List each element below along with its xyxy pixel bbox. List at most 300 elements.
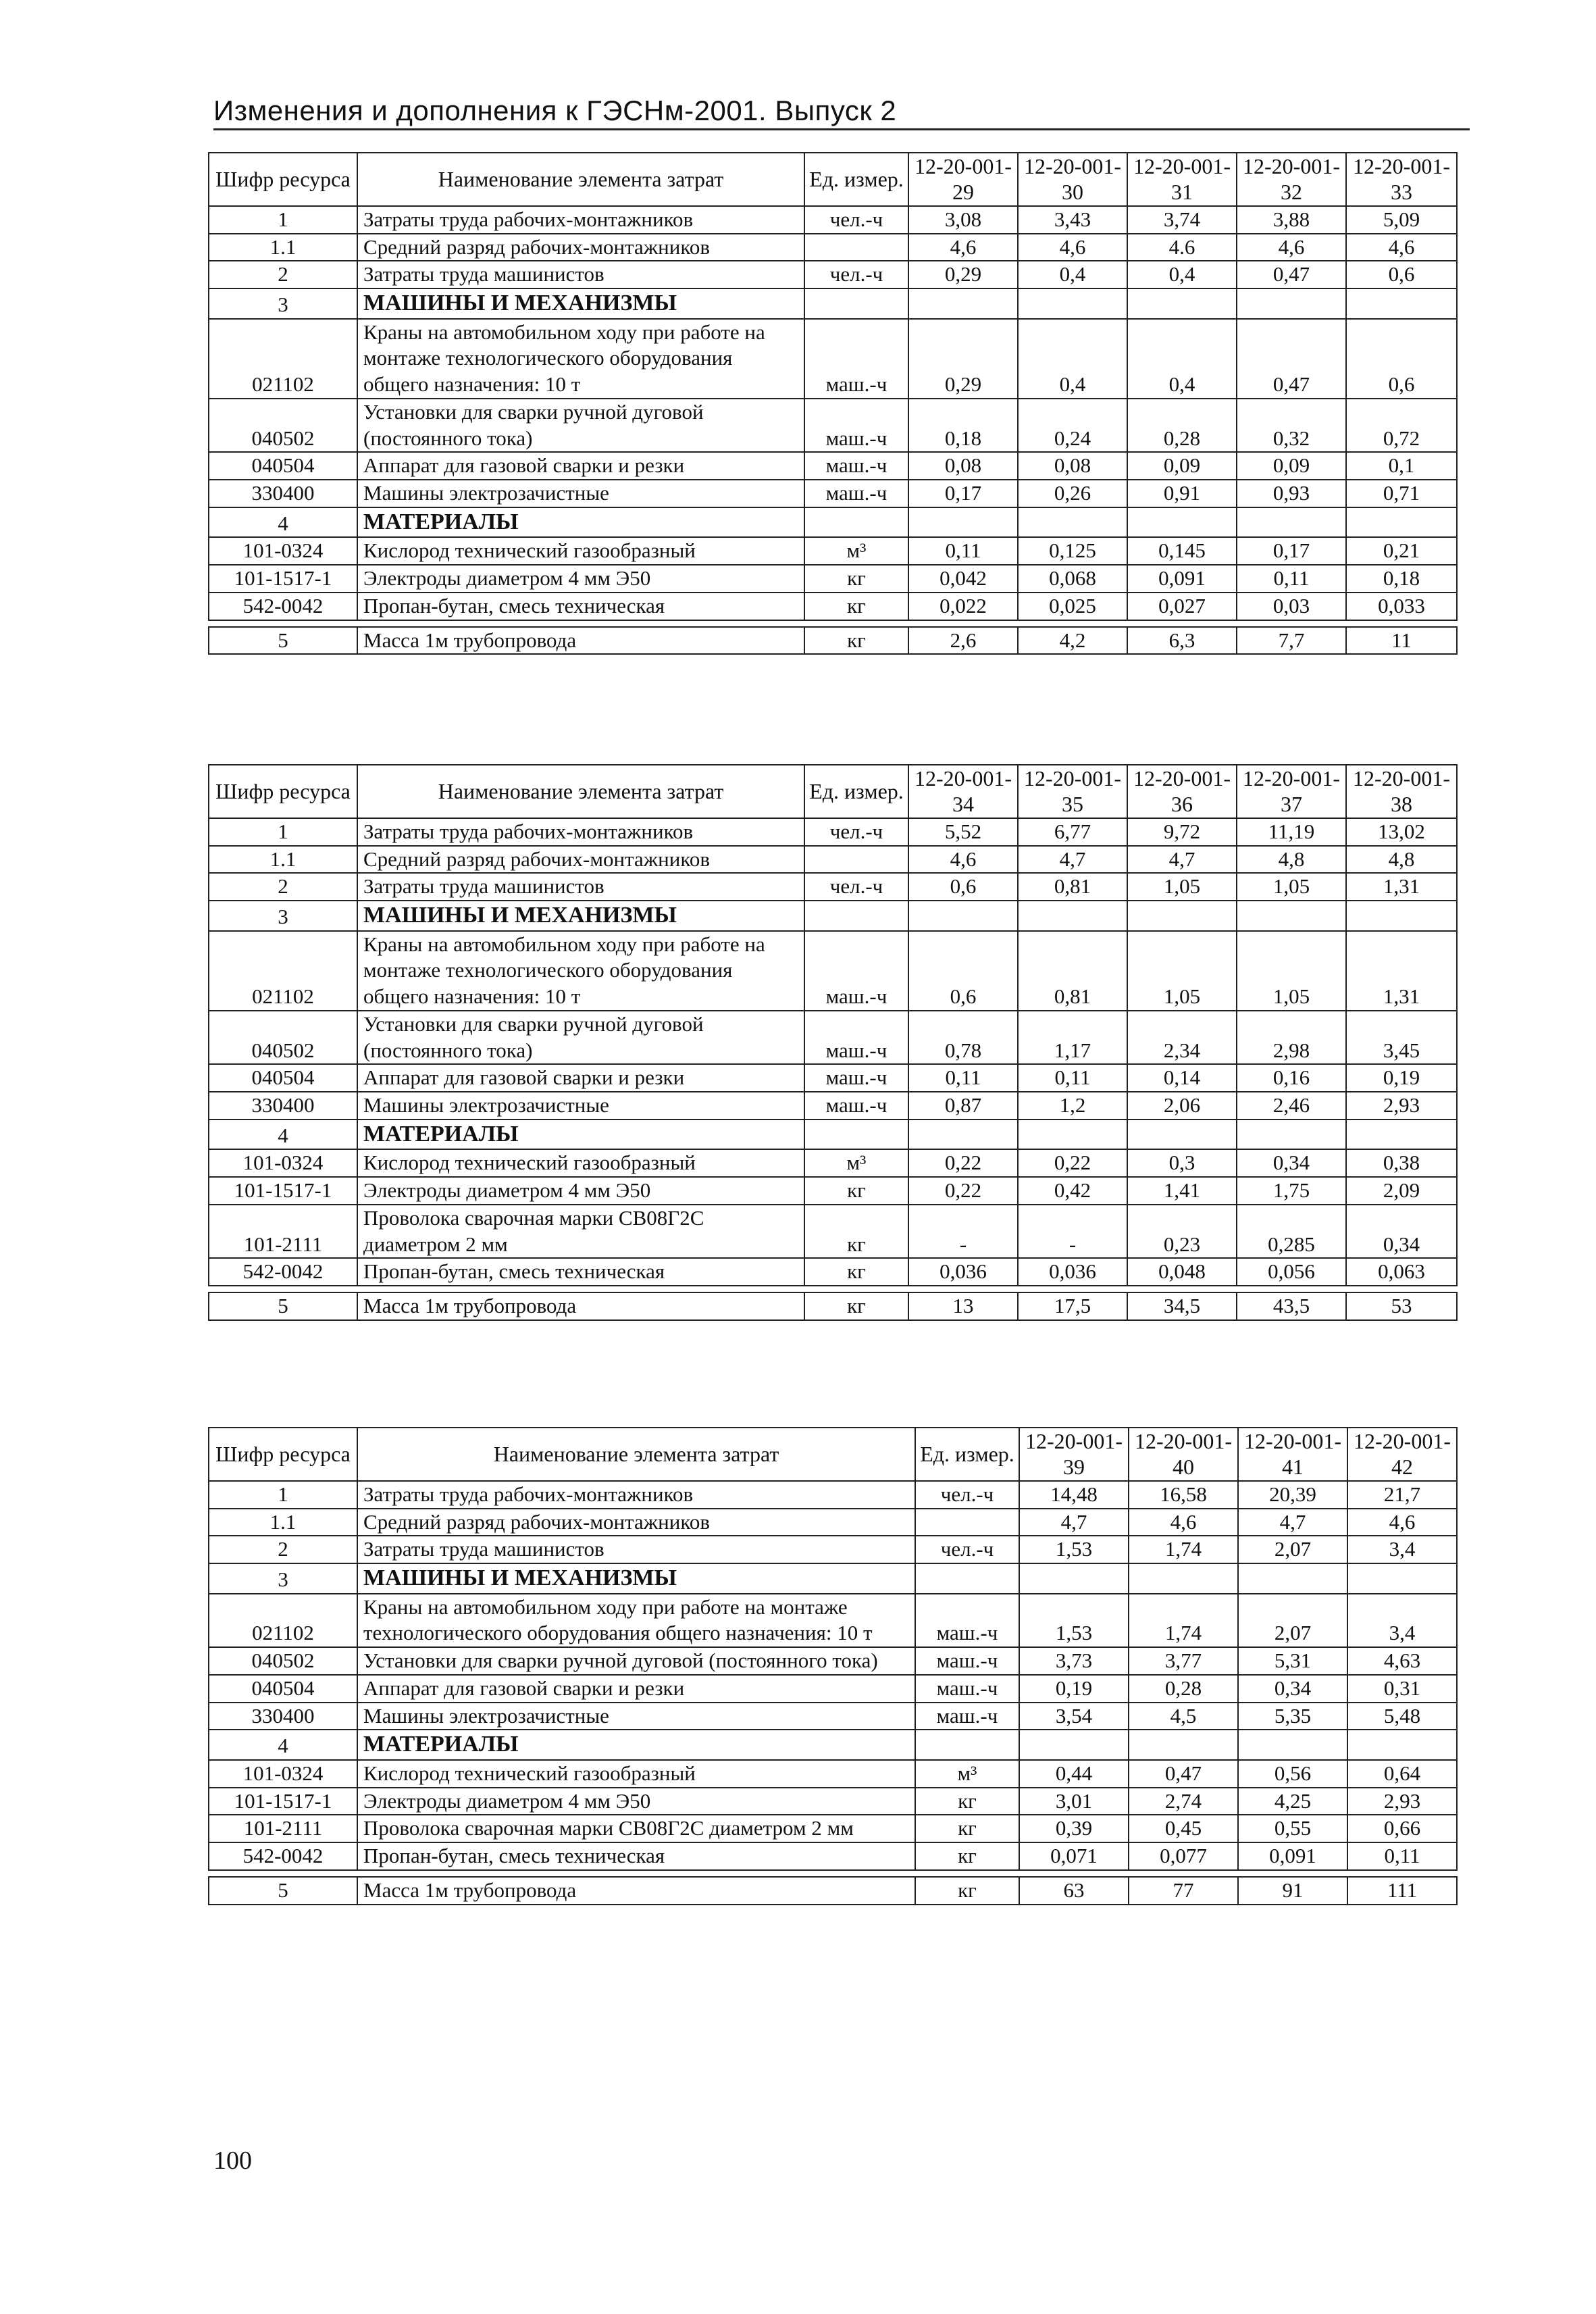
value-cell: - [908, 1205, 1018, 1259]
value-cell: - [1018, 1205, 1127, 1259]
value-cell [1238, 1730, 1347, 1760]
resource-code: 021102 [209, 931, 357, 1011]
unit-cell [915, 1563, 1019, 1594]
table-header-row [209, 1428, 1457, 1481]
cost-element-name: Машины электрозачистные [357, 480, 804, 507]
value-cell: 0,09 [1237, 452, 1346, 480]
table-row [209, 537, 1457, 565]
resource-code: 5 [209, 1877, 357, 1905]
page-title: Изменения и дополнения к ГЭСНм-2001. Выпуск 2 [213, 95, 897, 126]
value-cell: 43,5 [1237, 1292, 1346, 1320]
value-cell: 16,58 [1129, 1481, 1238, 1509]
cost-element-name: Масса 1м трубопровода [357, 627, 804, 655]
value-cell: 2,6 [908, 627, 1018, 655]
value-cell [1238, 1563, 1347, 1594]
value-cell: 0,16 [1237, 1064, 1346, 1092]
value-cell: 0,31 [1347, 1675, 1457, 1703]
value-cell: 1,05 [1127, 931, 1237, 1011]
table-row [209, 1149, 1457, 1177]
unit-cell: маш.-ч [804, 452, 908, 480]
cost-element-name: Пропан-бутан, смесь техническая [357, 593, 804, 620]
cost-element-name: Средний разряд рабочих-монтажников [357, 234, 804, 261]
section-row [209, 901, 1457, 931]
value-cell: 2,98 [1237, 1011, 1346, 1065]
resource-code: 2 [209, 1536, 357, 1563]
rate-code-header: 12-20-001-30 [1018, 153, 1127, 206]
value-cell [1018, 507, 1127, 538]
value-cell: 3,77 [1129, 1647, 1238, 1675]
value-cell: 2,93 [1347, 1788, 1457, 1815]
resource-code-header: Шифр ресурса [209, 153, 357, 206]
value-cell: 0,19 [1019, 1675, 1129, 1703]
value-cell: 4,8 [1346, 846, 1457, 874]
cost-element-name: Кислород технический газообразный [357, 1149, 804, 1177]
value-cell: 0,66 [1347, 1815, 1457, 1842]
table-row [209, 480, 1457, 507]
value-cell [1347, 1730, 1457, 1760]
resource-code: 101-1517-1 [209, 565, 357, 593]
table-row [209, 846, 1457, 874]
unit-cell: маш.-ч [804, 1011, 908, 1065]
value-cell: 0,4 [1018, 319, 1127, 399]
unit-cell: маш.-ч [804, 931, 908, 1011]
unit-cell: маш.-ч [804, 1064, 908, 1092]
resource-code: 101-0324 [209, 1760, 357, 1788]
value-cell [1237, 1120, 1346, 1150]
value-cell: 0,18 [1346, 565, 1457, 593]
value-cell: 5,09 [1346, 206, 1457, 234]
value-cell: 0,4 [1127, 261, 1237, 288]
value-cell: 3,43 [1018, 206, 1127, 234]
resource-code: 330400 [209, 1092, 357, 1120]
cost-element-name: Затраты труда машинистов [357, 1536, 915, 1563]
value-cell: 0,29 [908, 261, 1018, 288]
resource-code: 542-0042 [209, 1842, 357, 1870]
value-cell [1127, 1120, 1237, 1150]
value-cell: 0,6 [908, 873, 1018, 901]
unit-cell [804, 901, 908, 931]
resource-code: 040504 [209, 452, 357, 480]
unit-cell [804, 288, 908, 319]
table-row [209, 261, 1457, 288]
unit-cell: чел.-ч [915, 1481, 1019, 1509]
value-cell [1237, 288, 1346, 319]
value-cell: 0,11 [1018, 1064, 1127, 1092]
cost-element-header: Наименование элемента затрат [357, 1428, 915, 1481]
value-cell: 9,72 [1127, 818, 1237, 846]
value-cell: 7,7 [1237, 627, 1346, 655]
value-cell: 1,41 [1127, 1177, 1237, 1205]
value-cell [1018, 901, 1127, 931]
value-cell: 53 [1346, 1292, 1457, 1320]
value-cell: 0,34 [1238, 1675, 1347, 1703]
cost-element-header: Наименование элемента затрат [357, 153, 804, 206]
section-title: МАТЕРИАЛЫ [357, 1120, 804, 1150]
section-row [209, 1120, 1457, 1150]
cost-element-name: Кислород технический газообразный [357, 1760, 915, 1788]
cost-element-name: Пропан-бутан, смесь техническая [357, 1842, 915, 1870]
cost-element-name: Машины электрозачистные [357, 1703, 915, 1730]
resource-code: 101-1517-1 [209, 1788, 357, 1815]
value-cell: 0,068 [1018, 565, 1127, 593]
value-cell [908, 1120, 1018, 1150]
table-row [209, 399, 1457, 453]
value-cell: 0,145 [1127, 537, 1237, 565]
value-cell: 0,1 [1346, 452, 1457, 480]
value-cell: 0,025 [1018, 593, 1127, 620]
value-cell: 4,7 [1238, 1509, 1347, 1536]
value-cell: 0,18 [908, 399, 1018, 453]
cost-table-3 [208, 1427, 1458, 1905]
value-cell: 3,73 [1019, 1647, 1129, 1675]
table-row [209, 1092, 1457, 1120]
value-cell: 2,06 [1127, 1092, 1237, 1120]
rate-code-header: 12-20-001-33 [1346, 153, 1457, 206]
value-cell: 0,23 [1127, 1205, 1237, 1259]
value-cell: 0,036 [908, 1258, 1018, 1286]
value-cell: 1,53 [1019, 1536, 1129, 1563]
value-cell: 13 [908, 1292, 1018, 1320]
value-cell: 4,6 [1237, 234, 1346, 261]
value-cell: 0,22 [1018, 1149, 1127, 1177]
value-cell [1127, 901, 1237, 931]
value-cell: 11,19 [1237, 818, 1346, 846]
cost-element-name: Затраты труда машинистов [357, 261, 804, 288]
table-row [209, 234, 1457, 261]
value-cell [1018, 1120, 1127, 1150]
resource-code: 5 [209, 1292, 357, 1320]
separator-row [209, 1870, 1457, 1877]
value-cell: 91 [1238, 1877, 1347, 1905]
value-cell: 1,05 [1237, 931, 1346, 1011]
cost-element-name: Пропан-бутан, смесь техническая [357, 1258, 804, 1286]
unit-cell: маш.-ч [804, 480, 908, 507]
value-cell: 11 [1346, 627, 1457, 655]
resource-code: 3 [209, 1563, 357, 1594]
resource-code: 101-0324 [209, 537, 357, 565]
unit-cell: маш.-ч [804, 319, 908, 399]
value-cell: 1,31 [1346, 931, 1457, 1011]
value-cell: 4,2 [1018, 627, 1127, 655]
value-cell: 4,8 [1237, 846, 1346, 874]
resource-code: 2 [209, 261, 357, 288]
value-cell [908, 507, 1018, 538]
value-cell: 0,063 [1346, 1258, 1457, 1286]
resource-code: 101-2111 [209, 1205, 357, 1259]
value-cell: 2,74 [1129, 1788, 1238, 1815]
unit-cell: маш.-ч [915, 1647, 1019, 1675]
value-cell: 1,2 [1018, 1092, 1127, 1120]
cost-element-name: Краны на автомобильном ходу при работе на монтаже технологического оборудования общего назначения: 10 т [357, 319, 804, 399]
cost-element-name: Затраты труда рабочих-монтажников [357, 1481, 915, 1509]
value-cell [1237, 507, 1346, 538]
unit-cell: кг [804, 1258, 908, 1286]
resource-code: 040504 [209, 1675, 357, 1703]
value-cell: 0,55 [1238, 1815, 1347, 1842]
unit-cell: кг [804, 593, 908, 620]
value-cell: 0,34 [1237, 1149, 1346, 1177]
value-cell [1019, 1730, 1129, 1760]
cost-element-name: Масса 1м трубопровода [357, 1292, 804, 1320]
value-cell: 0,93 [1237, 480, 1346, 507]
table-row [209, 1258, 1457, 1286]
resource-code: 330400 [209, 1703, 357, 1730]
unit-cell: кг [804, 1177, 908, 1205]
resource-code: 4 [209, 507, 357, 538]
resource-code: 101-1517-1 [209, 1177, 357, 1205]
table-row [209, 1594, 1457, 1648]
value-cell: 17,5 [1018, 1292, 1127, 1320]
value-cell: 0,24 [1018, 399, 1127, 453]
unit-cell: кг [804, 627, 908, 655]
value-cell [1127, 507, 1237, 538]
unit-header: Ед. измер. [804, 153, 908, 206]
value-cell [1129, 1563, 1238, 1594]
resource-code: 4 [209, 1730, 357, 1760]
table-row [209, 1064, 1457, 1092]
cost-element-name: Проволока сварочная марки СВ08Г2С диаметром 2 мм [357, 1815, 915, 1842]
value-cell: 20,39 [1238, 1481, 1347, 1509]
cost-element-name: Средний разряд рабочих-монтажников [357, 846, 804, 874]
value-cell: 0,45 [1129, 1815, 1238, 1842]
value-cell: 0,6 [908, 931, 1018, 1011]
value-cell: 0,64 [1347, 1760, 1457, 1788]
unit-cell: кг [915, 1842, 1019, 1870]
separator-row [209, 1286, 1457, 1292]
section-title: МАТЕРИАЛЫ [357, 1730, 915, 1760]
value-cell: 3,08 [908, 206, 1018, 234]
value-cell: 0,6 [1346, 319, 1457, 399]
value-cell: 4,6 [1346, 234, 1457, 261]
value-cell: 0,38 [1346, 1149, 1457, 1177]
value-cell: 0,077 [1129, 1842, 1238, 1870]
unit-cell: чел.-ч [804, 873, 908, 901]
section-row [209, 1730, 1457, 1760]
resource-code: 1 [209, 1481, 357, 1509]
value-cell: 0,08 [908, 452, 1018, 480]
table-row [209, 1842, 1457, 1870]
value-cell: 3,4 [1347, 1594, 1457, 1648]
value-cell: 2,07 [1238, 1536, 1347, 1563]
section-title: МАШИНЫ И МЕХАНИЗМЫ [357, 288, 804, 319]
unit-cell: м³ [915, 1760, 1019, 1788]
unit-cell: м³ [804, 1149, 908, 1177]
cost-element-name: Установки для сварки ручной дуговой (постоянного тока) [357, 1011, 804, 1065]
value-cell: 0,3 [1127, 1149, 1237, 1177]
cost-element-name: Краны на автомобильном ходу при работе на монтаже технологического оборудования общего назначения: 10 т [357, 1594, 915, 1648]
page-header [213, 93, 1470, 130]
value-cell: 4,6 [908, 234, 1018, 261]
value-cell: 0,4 [1127, 319, 1237, 399]
value-cell: 0,87 [908, 1092, 1018, 1120]
rate-code-header: 12-20-001-40 [1129, 1428, 1238, 1481]
value-cell: 0,29 [908, 319, 1018, 399]
value-cell: 0,08 [1018, 452, 1127, 480]
unit-cell: кг [804, 1205, 908, 1259]
value-cell [1129, 1730, 1238, 1760]
value-cell: 5,52 [908, 818, 1018, 846]
value-cell: 0,027 [1127, 593, 1237, 620]
resource-code: 1.1 [209, 234, 357, 261]
rate-code-header: 12-20-001-34 [908, 765, 1018, 818]
resource-code: 3 [209, 288, 357, 319]
value-cell: 0,91 [1127, 480, 1237, 507]
value-cell: 1,75 [1237, 1177, 1346, 1205]
value-cell: 0,091 [1238, 1842, 1347, 1870]
resource-code: 101-2111 [209, 1815, 357, 1842]
table-row [209, 1815, 1457, 1842]
value-cell: 0,048 [1127, 1258, 1237, 1286]
value-cell: 111 [1347, 1877, 1457, 1905]
value-cell: 1,17 [1018, 1011, 1127, 1065]
cost-element-name: Затраты труда машинистов [357, 873, 804, 901]
rate-code-header: 12-20-001-32 [1237, 153, 1346, 206]
unit-header: Ед. измер. [804, 765, 908, 818]
table-row [209, 565, 1457, 593]
value-cell: 0,11 [1347, 1842, 1457, 1870]
value-cell: 21,7 [1347, 1481, 1457, 1509]
value-cell: 0,033 [1346, 593, 1457, 620]
unit-cell: маш.-ч [915, 1675, 1019, 1703]
value-cell: 34,5 [1127, 1292, 1237, 1320]
unit-cell [804, 1120, 908, 1150]
section-title: МАШИНЫ И МЕХАНИЗМЫ [357, 901, 804, 931]
value-cell: 0,56 [1238, 1760, 1347, 1788]
value-cell: 3,4 [1347, 1536, 1457, 1563]
value-cell: 1,74 [1129, 1536, 1238, 1563]
cost-element-header: Наименование элемента затрат [357, 765, 804, 818]
value-cell: 0,78 [908, 1011, 1018, 1065]
table-row [209, 1788, 1457, 1815]
resource-code: 1.1 [209, 1509, 357, 1536]
unit-cell: чел.-ч [804, 818, 908, 846]
unit-cell: кг [915, 1877, 1019, 1905]
value-cell: 1,74 [1129, 1594, 1238, 1648]
resource-code: 3 [209, 901, 357, 931]
mass-row [209, 1877, 1457, 1905]
value-cell: 0,47 [1237, 261, 1346, 288]
value-cell: 4.6 [1127, 234, 1237, 261]
rate-code-header: 12-20-001-31 [1127, 153, 1237, 206]
value-cell: 0,11 [908, 1064, 1018, 1092]
value-cell: 3,45 [1346, 1011, 1457, 1065]
value-cell: 0,39 [1019, 1815, 1129, 1842]
table-row [209, 1509, 1457, 1536]
cost-element-name: Аппарат для газовой сварки и резки [357, 1064, 804, 1092]
value-cell: 2,34 [1127, 1011, 1237, 1065]
value-cell: 2,07 [1238, 1594, 1347, 1648]
resource-code: 542-0042 [209, 593, 357, 620]
cost-element-name: Аппарат для газовой сварки и резки [357, 1675, 915, 1703]
value-cell: 1,31 [1346, 873, 1457, 901]
value-cell: 0,81 [1018, 873, 1127, 901]
value-cell: 2,09 [1346, 1177, 1457, 1205]
resource-code: 021102 [209, 319, 357, 399]
cost-element-name: Электроды диаметром 4 мм Э50 [357, 1788, 915, 1815]
table-row [209, 1205, 1457, 1259]
unit-cell: кг [915, 1815, 1019, 1842]
value-cell: 1,53 [1019, 1594, 1129, 1648]
unit-cell: кг [804, 565, 908, 593]
table-row [209, 1481, 1457, 1509]
resource-code: 040502 [209, 1647, 357, 1675]
unit-cell: м³ [804, 537, 908, 565]
cost-element-name: Машины электрозачистные [357, 1092, 804, 1120]
rate-code-header: 12-20-001-42 [1347, 1428, 1457, 1481]
value-cell: 4,6 [908, 846, 1018, 874]
value-cell: 0,042 [908, 565, 1018, 593]
value-cell [908, 288, 1018, 319]
unit-cell: маш.-ч [915, 1594, 1019, 1648]
value-cell: 0,19 [1346, 1064, 1457, 1092]
section-row [209, 288, 1457, 319]
unit-cell [804, 507, 908, 538]
resource-code: 040504 [209, 1064, 357, 1092]
value-cell: 3,74 [1127, 206, 1237, 234]
value-cell: 0,03 [1237, 593, 1346, 620]
cost-element-name: Средний разряд рабочих-монтажников [357, 1509, 915, 1536]
table-row [209, 1536, 1457, 1563]
resource-code-header: Шифр ресурса [209, 765, 357, 818]
value-cell: 0,44 [1019, 1760, 1129, 1788]
mass-row [209, 1292, 1457, 1320]
unit-cell: маш.-ч [804, 399, 908, 453]
value-cell: 4,63 [1347, 1647, 1457, 1675]
value-cell: 13,02 [1346, 818, 1457, 846]
cost-element-name: Масса 1м трубопровода [357, 1877, 915, 1905]
unit-cell: кг [915, 1788, 1019, 1815]
value-cell: 0,28 [1127, 399, 1237, 453]
value-cell: 4,25 [1238, 1788, 1347, 1815]
table-row [209, 1647, 1457, 1675]
unit-cell: чел.-ч [915, 1536, 1019, 1563]
cost-element-name: Затраты труда рабочих-монтажников [357, 206, 804, 234]
value-cell [1019, 1563, 1129, 1594]
table-header-row [209, 153, 1457, 206]
cost-element-name: Электроды диаметром 4 мм Э50 [357, 1177, 804, 1205]
resource-code: 1 [209, 818, 357, 846]
value-cell [1346, 901, 1457, 931]
value-cell: 3,88 [1237, 206, 1346, 234]
value-cell: 0,21 [1346, 537, 1457, 565]
table-row [209, 452, 1457, 480]
value-cell: 3,01 [1019, 1788, 1129, 1815]
resource-code: 4 [209, 1120, 357, 1150]
value-cell: 5,31 [1238, 1647, 1347, 1675]
value-cell: 0,036 [1018, 1258, 1127, 1286]
cost-element-name: Аппарат для газовой сварки и резки [357, 452, 804, 480]
value-cell: 4,7 [1018, 846, 1127, 874]
value-cell [1018, 288, 1127, 319]
resource-code: 2 [209, 873, 357, 901]
value-cell: 0,14 [1127, 1064, 1237, 1092]
value-cell: 14,48 [1019, 1481, 1129, 1509]
resource-code: 1 [209, 206, 357, 234]
table-row [209, 873, 1457, 901]
value-cell: 0,17 [908, 480, 1018, 507]
cost-element-name: Кислород технический газообразный [357, 537, 804, 565]
value-cell: 0,125 [1018, 537, 1127, 565]
table-row [209, 593, 1457, 620]
value-cell [1346, 288, 1457, 319]
resource-code: 330400 [209, 480, 357, 507]
cost-element-name: Установки для сварки ручной дуговой (постоянного тока) [357, 399, 804, 453]
value-cell: 2,46 [1237, 1092, 1346, 1120]
cost-element-name: Затраты труда рабочих-монтажников [357, 818, 804, 846]
resource-code: 101-0324 [209, 1149, 357, 1177]
resource-code: 542-0042 [209, 1258, 357, 1286]
unit-cell: кг [804, 1292, 908, 1320]
